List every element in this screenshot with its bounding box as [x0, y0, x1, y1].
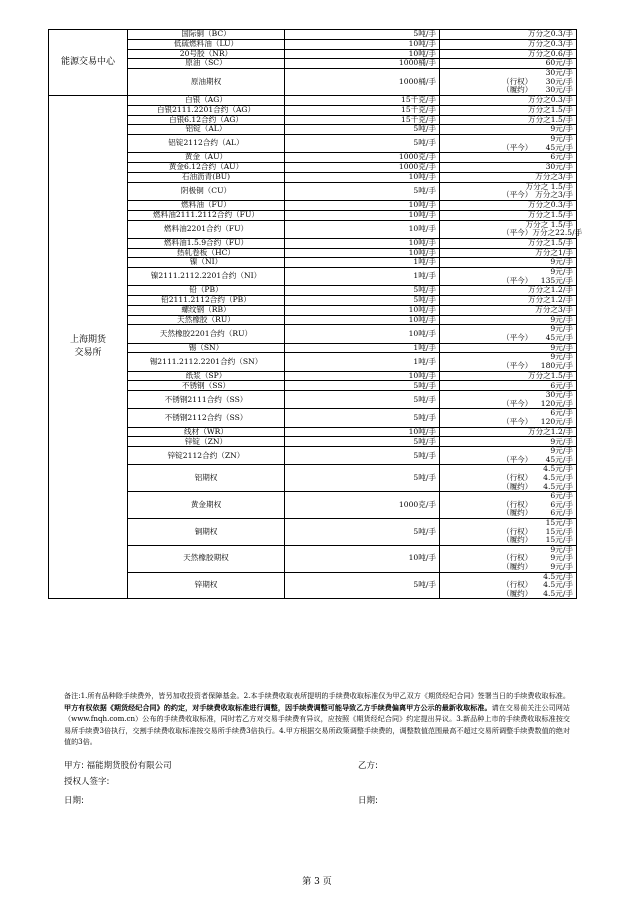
fee-line: 6元/手	[550, 408, 573, 418]
fee-standard	[440, 353, 577, 371]
fee-standard	[440, 219, 583, 238]
trading-unit: 5吨/手	[285, 381, 440, 391]
fee-line: 9元/手	[550, 324, 573, 334]
product-name: 铅（PB）	[128, 286, 285, 296]
table-row	[49, 69, 577, 96]
trading-unit: 5吨/手	[285, 437, 440, 447]
fee-type-label: （履约）	[502, 85, 533, 95]
fee-line: 万分之3/手	[535, 304, 573, 314]
product-name: 锡2111.2112.2201合约（SN）	[128, 353, 285, 371]
fee-line: 9元/手	[550, 544, 573, 554]
fee-value: 9元/手	[550, 553, 573, 563]
fee-line: 15元/手	[545, 517, 573, 527]
fee-value: 4.5元/手	[543, 580, 573, 590]
fee-line: 万分之0.3/手	[527, 29, 573, 39]
fee-type-label: （平今）	[502, 454, 533, 464]
fee-line: 9元/手	[550, 257, 573, 267]
product-name: 20号胶（NR）	[128, 49, 285, 59]
fee-standard	[440, 182, 577, 200]
table-row	[49, 172, 577, 182]
product-name: 天然橡胶期权	[128, 545, 285, 572]
trading-unit: 15千克/手	[285, 115, 440, 125]
fee-line	[442, 191, 573, 200]
fee-line	[442, 418, 573, 427]
trading-unit: 5吨/手	[285, 391, 440, 409]
fee-line: 万分之 1.5/手	[525, 181, 573, 191]
table-row	[49, 59, 577, 69]
fee-standard	[440, 492, 577, 519]
table-row	[49, 248, 577, 258]
fee-type-label: （履约）	[502, 561, 533, 571]
fee-line: 万分之1.2/手	[527, 285, 573, 295]
fee-standard	[440, 427, 577, 437]
table-row	[49, 286, 577, 296]
table-row	[49, 545, 577, 572]
fee-line	[442, 483, 573, 492]
fee-value: 15元/手	[545, 526, 573, 536]
table-row	[49, 447, 577, 465]
fee-standard	[440, 163, 577, 173]
table-row	[49, 153, 577, 163]
fee-standard	[440, 545, 577, 572]
fee-value: 45元/手	[545, 333, 573, 343]
trading-unit: 1000桶/手	[285, 69, 440, 96]
trading-unit: 1吨/手	[285, 258, 440, 268]
table-row	[49, 427, 577, 437]
fee-type-label: （平今）	[502, 190, 533, 200]
fee-line: 9元/手	[550, 267, 573, 277]
fee-standard	[440, 200, 577, 210]
product-name: 燃料油2201合约（FU）	[128, 220, 285, 238]
fee-type-label: （行权）	[502, 499, 533, 509]
fee-standard	[440, 391, 577, 409]
product-name: 锌期权	[128, 572, 285, 599]
fee-standard	[440, 572, 577, 599]
remarks-bold: 甲方有权依据《期货经纪合同》的约定，对手续费收取标准进行调整，因手续费调整可能导致乙方手续费偏离甲方公示的最新收取标准。	[64, 702, 492, 712]
table-row	[49, 200, 577, 210]
product-name: 国际铜（BC）	[128, 30, 285, 40]
trading-unit: 10吨/手	[285, 315, 440, 325]
fee-value: 6元/手	[550, 499, 573, 509]
table-row	[49, 163, 577, 173]
fee-standard	[440, 238, 577, 248]
fee-standard	[440, 465, 577, 492]
trading-unit: 1吨/手	[285, 343, 440, 353]
table-row	[49, 343, 577, 353]
fee-standard	[440, 30, 577, 40]
fee-value: 9元/手	[550, 561, 573, 571]
fee-line: 9元/手	[550, 314, 573, 324]
trading-unit: 10吨/手	[285, 39, 440, 49]
product-name: 阴极铜（CU）	[128, 182, 285, 200]
trading-unit: 15千克/手	[285, 95, 440, 105]
table-row	[49, 465, 577, 492]
trading-unit: 10吨/手	[285, 545, 440, 572]
fee-value: 4.5元/手	[543, 588, 573, 598]
product-name: 黄金（AU）	[128, 153, 285, 163]
product-name: 铜期权	[128, 518, 285, 545]
table-row	[49, 391, 577, 409]
trading-unit: 10吨/手	[285, 305, 440, 315]
table-row	[49, 572, 577, 599]
table-row	[49, 353, 577, 371]
fee-line	[442, 228, 583, 238]
fee-line: 6元/手	[550, 380, 573, 390]
fee-value: 135元/手	[540, 275, 573, 285]
trading-unit: 1吨/手	[285, 353, 440, 371]
fee-standard	[440, 305, 577, 315]
product-name: 原油期权	[128, 69, 285, 96]
fee-line: 万分之0.3/手	[527, 38, 573, 48]
product-name: 铝锭2112合约（AL）	[128, 135, 285, 153]
product-name: 天然橡胶2201合约（RU）	[128, 325, 285, 343]
product-name: 铝期权	[128, 465, 285, 492]
fee-value: 180元/手	[540, 361, 573, 371]
fee-line	[442, 362, 573, 371]
table-row	[49, 381, 577, 391]
table-row	[49, 135, 577, 153]
product-name: 不锈钢2111合约（SS）	[128, 391, 285, 409]
fee-line: 万分之0.3/手	[527, 200, 573, 210]
trading-unit: 10吨/手	[285, 172, 440, 182]
product-name: 线材（WR）	[128, 427, 285, 437]
table-row	[49, 125, 577, 135]
fee-value: 6元/手	[550, 508, 573, 518]
trading-unit: 1000克/手	[285, 153, 440, 163]
product-name: 铅2111.2112合约（PB）	[128, 296, 285, 306]
product-name: 纸浆（SP）	[128, 371, 285, 381]
trading-unit: 5吨/手	[285, 296, 440, 306]
trading-unit: 10吨/手	[285, 210, 440, 220]
product-name: 锡（SN）	[128, 343, 285, 353]
fee-value: 45元/手	[545, 142, 573, 152]
fee-line: 万分之1.5/手	[527, 370, 573, 380]
fee-value: 120元/手	[540, 417, 573, 427]
fee-value: 万分之3/手	[535, 190, 573, 200]
fee-value: 120元/手	[540, 398, 573, 408]
product-name: 燃料油1.5.9合约（FU）	[128, 238, 285, 248]
table-row	[49, 220, 577, 238]
fee-type-label: （行权）	[502, 553, 533, 563]
trading-unit: 10吨/手	[285, 427, 440, 437]
fee-table	[48, 29, 583, 599]
fee-line	[442, 536, 573, 545]
fee-line: 9元/手	[550, 352, 573, 362]
product-name: 镍2111.2112.2201合约（NI）	[128, 268, 285, 286]
product-name: 天然橡胶（RU）	[128, 315, 285, 325]
fee-standard	[440, 135, 577, 153]
trading-unit: 1000克/手	[285, 163, 440, 173]
fee-line: 9元/手	[550, 134, 573, 144]
exchange-name: 能源交易中心	[49, 30, 128, 96]
page-number: 第 3 页	[302, 877, 332, 887]
table-row	[49, 437, 577, 447]
fee-type-label: （平今）	[502, 417, 533, 427]
party-a-label: 甲方: 福能期货股份有限公司	[64, 761, 172, 771]
trading-unit: 5吨/手	[285, 447, 440, 465]
fee-line: 万分之0.3/手	[527, 95, 573, 105]
fee-line: 60元/手	[545, 58, 573, 68]
fee-type-label: （履约）	[502, 481, 533, 491]
fee-type-label: （行权）	[502, 76, 533, 86]
fee-type-label: （行权）	[502, 472, 533, 482]
trading-unit: 5吨/手	[285, 572, 440, 599]
fee-line: 万分之1.5/手	[527, 237, 573, 247]
product-name: 燃料油（FU）	[128, 200, 285, 210]
product-name: 螺纹钢（RB）	[128, 305, 285, 315]
trading-unit: 5吨/手	[285, 409, 440, 427]
fee-value: 30元/手	[545, 76, 573, 86]
product-name: 镍（NI）	[128, 258, 285, 268]
table-row	[49, 305, 577, 315]
fee-line: 万分之1.5/手	[527, 104, 573, 114]
table-row	[49, 409, 577, 427]
fee-standard	[440, 409, 577, 427]
fee-type-label: （履约）	[502, 535, 533, 545]
product-name: 原油（SC）	[128, 59, 285, 69]
fee-line: 9元/手	[550, 446, 573, 456]
remarks-part1: 备注:1.所有品种除手续费外，皆另加收投资者保障基金。2.本手续费收取表所提明的手续费收取标准仅为甲乙双方《期货经纪合同》签署当日的手续费收取标准。	[64, 691, 570, 700]
table-row	[49, 30, 577, 40]
fee-line: 万分之1/手	[535, 247, 573, 257]
trading-unit: 5吨/手	[285, 286, 440, 296]
fee-type-label: （平今）	[502, 333, 533, 343]
trading-unit: 10吨/手	[285, 371, 440, 381]
fee-line: 万分之1.2/手	[527, 295, 573, 305]
fee-line: 万分之1.2/手	[527, 426, 573, 436]
table-row	[49, 315, 577, 325]
trading-unit: 5吨/手	[285, 135, 440, 153]
fee-line: 30元/手	[545, 390, 573, 400]
trading-unit: 10吨/手	[285, 49, 440, 59]
product-name: 石油沥青(BU)	[128, 172, 285, 182]
fee-standard	[440, 39, 577, 49]
trading-unit: 10吨/手	[285, 220, 440, 238]
product-name: 铝锭（AL）	[128, 125, 285, 135]
fee-line: 6元/手	[550, 152, 573, 162]
fee-line	[442, 334, 573, 343]
fee-value: 4.5元/手	[543, 481, 573, 491]
product-name: 黄金期权	[128, 492, 285, 519]
fee-standard	[440, 447, 577, 465]
fee-line: 9元/手	[550, 124, 573, 134]
table-row	[49, 238, 577, 248]
fee-type-label: （行权）	[502, 526, 533, 536]
product-name: 锌锭（ZN）	[128, 437, 285, 447]
fee-value: 45元/手	[545, 454, 573, 464]
fee-value: 15元/手	[545, 535, 573, 545]
table-row	[49, 518, 577, 545]
fee-line	[442, 563, 573, 572]
fee-line: 9元/手	[550, 342, 573, 352]
product-name: 白银2111.2201合约（AG）	[128, 105, 285, 115]
fee-standard	[440, 268, 577, 286]
table-row	[49, 210, 577, 220]
fee-line	[442, 277, 573, 286]
fee-type-label: （平今）	[502, 398, 533, 408]
fee-standard	[440, 210, 577, 220]
fee-value: 30元/手	[545, 85, 573, 95]
trading-unit: 5吨/手	[285, 518, 440, 545]
product-name: 不锈钢2112合约（SS）	[128, 409, 285, 427]
trading-unit: 1000桶/手	[285, 59, 440, 69]
fee-line: 万分之 1.5/手	[525, 219, 573, 229]
fee-line: 万分之1.5/手	[527, 114, 573, 124]
table-row	[49, 258, 577, 268]
date-a-label: 日期:	[64, 796, 84, 806]
trading-unit: 10吨/手	[285, 325, 440, 343]
fee-type-label: （平今）	[502, 228, 533, 238]
trading-unit: 10吨/手	[285, 248, 440, 258]
fee-type-label: （平今）	[502, 275, 533, 285]
fee-line: 6元/手	[550, 491, 573, 501]
product-name: 低硫燃料油（LU）	[128, 39, 285, 49]
fee-standard	[440, 371, 577, 381]
fee-line: 9元/手	[550, 436, 573, 446]
fee-standard	[440, 105, 577, 115]
product-name: 热轧卷板（HC）	[128, 248, 285, 258]
trading-unit: 5吨/手	[285, 465, 440, 492]
fee-standard	[440, 172, 577, 182]
fee-standard	[440, 518, 577, 545]
table-row	[49, 49, 577, 59]
remarks-part2: 请在交易前关注公司网站（www.fnqh.com.cn）公布的手续费收取标准，同时若乙方对交易手续费有异议，应按照《期货经纪合同》约定提出异议。3.新品种上市的手续费收取标准按交易所手续费3倍执行，交割手续费收取标准按交易所手续费3倍执行。4.甲方根据交易所政策调整手续费的，调整数值范围最高不超过交易所调整手续费数值的绝对值的3倍。	[64, 702, 571, 746]
product-name: 锌锭2112合约（ZN）	[128, 447, 285, 465]
fee-value: 万分之22.5/手	[532, 228, 583, 238]
table-row	[49, 105, 577, 115]
fee-line	[442, 590, 573, 599]
fee-line: 万分之0.6/手	[527, 48, 573, 58]
product-name: 白银（AG）	[128, 95, 285, 105]
date-b-label: 日期:	[358, 796, 378, 806]
product-name: 黄金6.12合约（AU）	[128, 163, 285, 173]
fee-line: 万分之1.5/手	[527, 209, 573, 219]
trading-unit: 1吨/手	[285, 268, 440, 286]
fee-standard	[440, 95, 577, 105]
fee-standard	[440, 325, 577, 343]
party-b-label: 乙方:	[358, 761, 378, 771]
fee-type-label: （平今）	[502, 142, 533, 152]
fee-line	[442, 86, 573, 95]
table-row	[49, 296, 577, 306]
fee-type-label: （平今）	[502, 361, 533, 371]
product-name: 不锈钢（SS）	[128, 381, 285, 391]
table-row	[49, 115, 577, 125]
authorized-signature-label: 授权人签字:	[64, 777, 110, 787]
table-row	[49, 39, 577, 49]
fee-standard	[440, 296, 577, 306]
fee-type-label: （履约）	[502, 588, 533, 598]
table-row	[49, 325, 577, 343]
fee-line: 30元/手	[545, 68, 573, 78]
fee-type-label: （行权）	[502, 580, 533, 590]
trading-unit: 15千克/手	[285, 105, 440, 115]
table-row	[49, 371, 577, 381]
table-row	[49, 95, 577, 105]
trading-unit: 10吨/手	[285, 200, 440, 210]
trading-unit: 5吨/手	[285, 182, 440, 200]
fee-line	[442, 509, 573, 518]
fee-line: 30元/手	[545, 162, 573, 172]
trading-unit: 1000克/手	[285, 492, 440, 519]
remarks	[64, 690, 570, 748]
fee-type-label: （履约）	[502, 508, 533, 518]
fee-value: 4.5元/手	[543, 472, 573, 482]
trading-unit: 5吨/手	[285, 125, 440, 135]
table-row	[49, 492, 577, 519]
product-name: 燃料油2111.2112合约（FU）	[128, 210, 285, 220]
exchange-name: 上海期货 交易所	[49, 95, 128, 598]
fee-line: 万分之3/手	[535, 172, 573, 182]
trading-unit: 5吨/手	[285, 30, 440, 40]
fee-line: 4.5元/手	[543, 464, 573, 474]
table-row	[49, 268, 577, 286]
product-name: 白银6.12合约（AG）	[128, 115, 285, 125]
trading-unit: 10吨/手	[285, 238, 440, 248]
table-row	[49, 182, 577, 200]
fee-standard	[440, 69, 577, 96]
fee-line: 4.5元/手	[543, 571, 573, 581]
